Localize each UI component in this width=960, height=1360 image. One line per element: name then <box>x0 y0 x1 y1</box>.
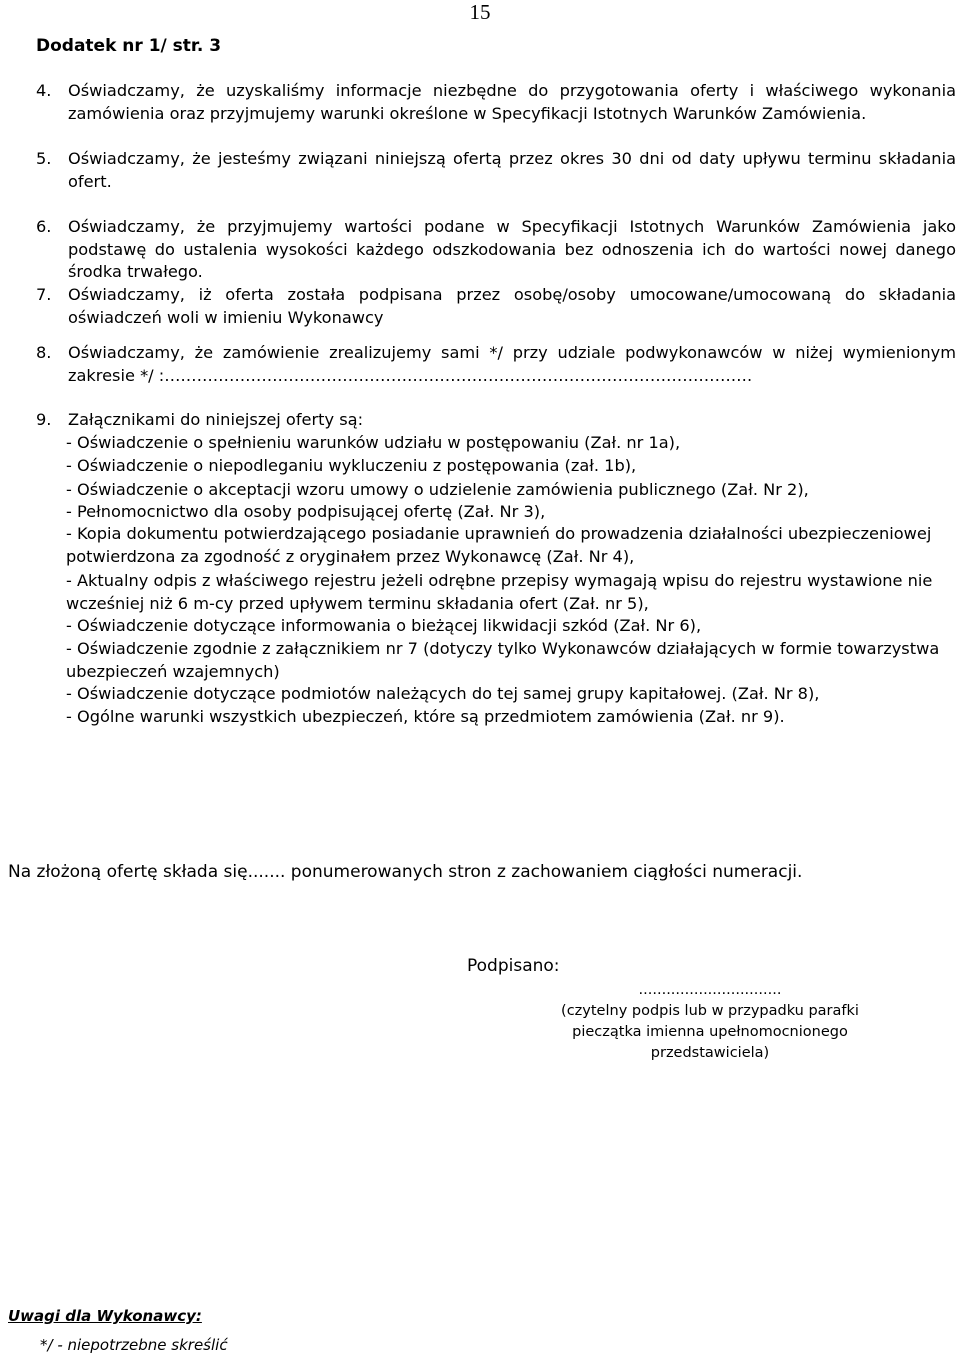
statement-7 <box>36 284 956 329</box>
statement-4 <box>36 80 956 125</box>
signature-block <box>560 980 860 1064</box>
pages-count-note: Na złożoną ofertę składa się....... ponumerowanych stron z zachowaniem ciągłości numeracji. <box>8 862 803 882</box>
statement-number: 5. <box>36 149 52 168</box>
signature-dots: ............................... <box>638 982 782 998</box>
attachment-item: - Kopia dokumentu potwierdzającego posiadanie uprawnień do prowadzenia działalności ubezpieczeniowej potwierdzona za zgodność z oryginałem przez Wykonawcę (Zał. Nr 4), <box>66 524 932 566</box>
statement-text: Oświadczamy, że jesteśmy związani niniejszą ofertą przez okres 30 dni od daty upływu terminu składania ofert. <box>68 149 956 191</box>
attachment-item: - Oświadczenie o niepodleganiu wykluczeniu z postępowania (zał. 1b), <box>66 456 637 475</box>
attachment-item: - Pełnomocnictwo dla osoby podpisującej ofertę (Zał. Nr 3), <box>66 502 546 521</box>
attachment-item: - Ogólne warunki wszystkich ubezpieczeń, które są przedmiotem zamówienia (Zał. nr 9). <box>66 707 785 726</box>
statement-9 <box>36 409 956 432</box>
statement-number: 6. <box>36 217 52 236</box>
statement-text: Załącznikami do niniejszej oferty są: <box>68 410 364 429</box>
attachment-item: - Oświadczenie o spełnieniu warunków udziału w postępowaniu (Zał. nr 1a), <box>66 433 681 452</box>
page-number: 15 <box>469 0 491 24</box>
signature-caption-line: przedstawiciela) <box>650 1045 770 1061</box>
statement-text: Oświadczamy, że przyjmujemy wartości podane w Specyfikacji Istotnych Warunków Zamówienia jako podstawę do ustalenia wysokości każdego odszkodowania bez odnoszenia ich do wartości nowej danego środka trwałego. <box>68 217 956 281</box>
statement-number: 9. <box>36 410 52 429</box>
statement-8 <box>36 342 956 387</box>
signature-caption-line: (czytelny podpis lub w przypadku parafki <box>561 1003 859 1019</box>
notes-item: */ - niepotrzebne skreślić <box>40 1336 228 1354</box>
signature-caption-line: pieczątka imienna upełnomocnionego <box>572 1024 848 1040</box>
attachment-item: - Oświadczenie zgodnie z załącznikiem nr 7 (dotyczy tylko Wykonawców działających w formie towarzystwa ubezpieczeń wzajemnych) <box>66 639 940 681</box>
statement-6 <box>36 216 956 284</box>
attachment-item: - Oświadczenie dotyczące podmiotów należących do tej samej grupy kapitałowej. (Zał. Nr 8), <box>66 684 820 703</box>
attachment-item: - Oświadczenie o akceptacji wzoru umowy o udzielenie zamówienia publicznego (Zał. Nr 2), <box>66 480 809 499</box>
notes-heading: Uwagi dla Wykonawcy: <box>8 1307 202 1325</box>
signed-label: Podpisano: <box>467 956 560 976</box>
statement-number: 8. <box>36 343 52 362</box>
attachment-item: - Oświadczenie dotyczące informowania o bieżącej likwidacji szkód (Zał. Nr 6), <box>66 616 702 635</box>
statement-number: 4. <box>36 81 52 100</box>
statement-text: Oświadczamy, że zamówienie zrealizujemy sami */ przy udziale podwykonawców w niżej wymienionym zakresie */ :………………………………………………………………………………………………. <box>68 343 956 385</box>
statement-number: 7. <box>36 285 52 304</box>
statement-text: Oświadczamy, iż oferta została podpisana przez osobę/osoby umocowane/umocowaną do składania oświadczeń woli w imieniu Wykonawcy <box>68 285 956 327</box>
statement-text: Oświadczamy, że uzyskaliśmy informacje niezbędne do przygotowania oferty i właściwego wykonania zamówienia oraz przyjmujemy warunki określone w Specyfikacji Istotnych Warunków Zamówienia. <box>68 81 956 123</box>
attachment-item: - Aktualny odpis z właściwego rejestru jeżeli odrębne przepisy wymagają wpisu do rejestru wystawione nie wcześniej niż 6 m-cy przed upływem terminu składania ofert (Zał. nr 5), <box>66 571 933 613</box>
statement-5 <box>36 148 956 193</box>
attachment-reference: Dodatek nr 1/ str. 3 <box>36 36 222 56</box>
